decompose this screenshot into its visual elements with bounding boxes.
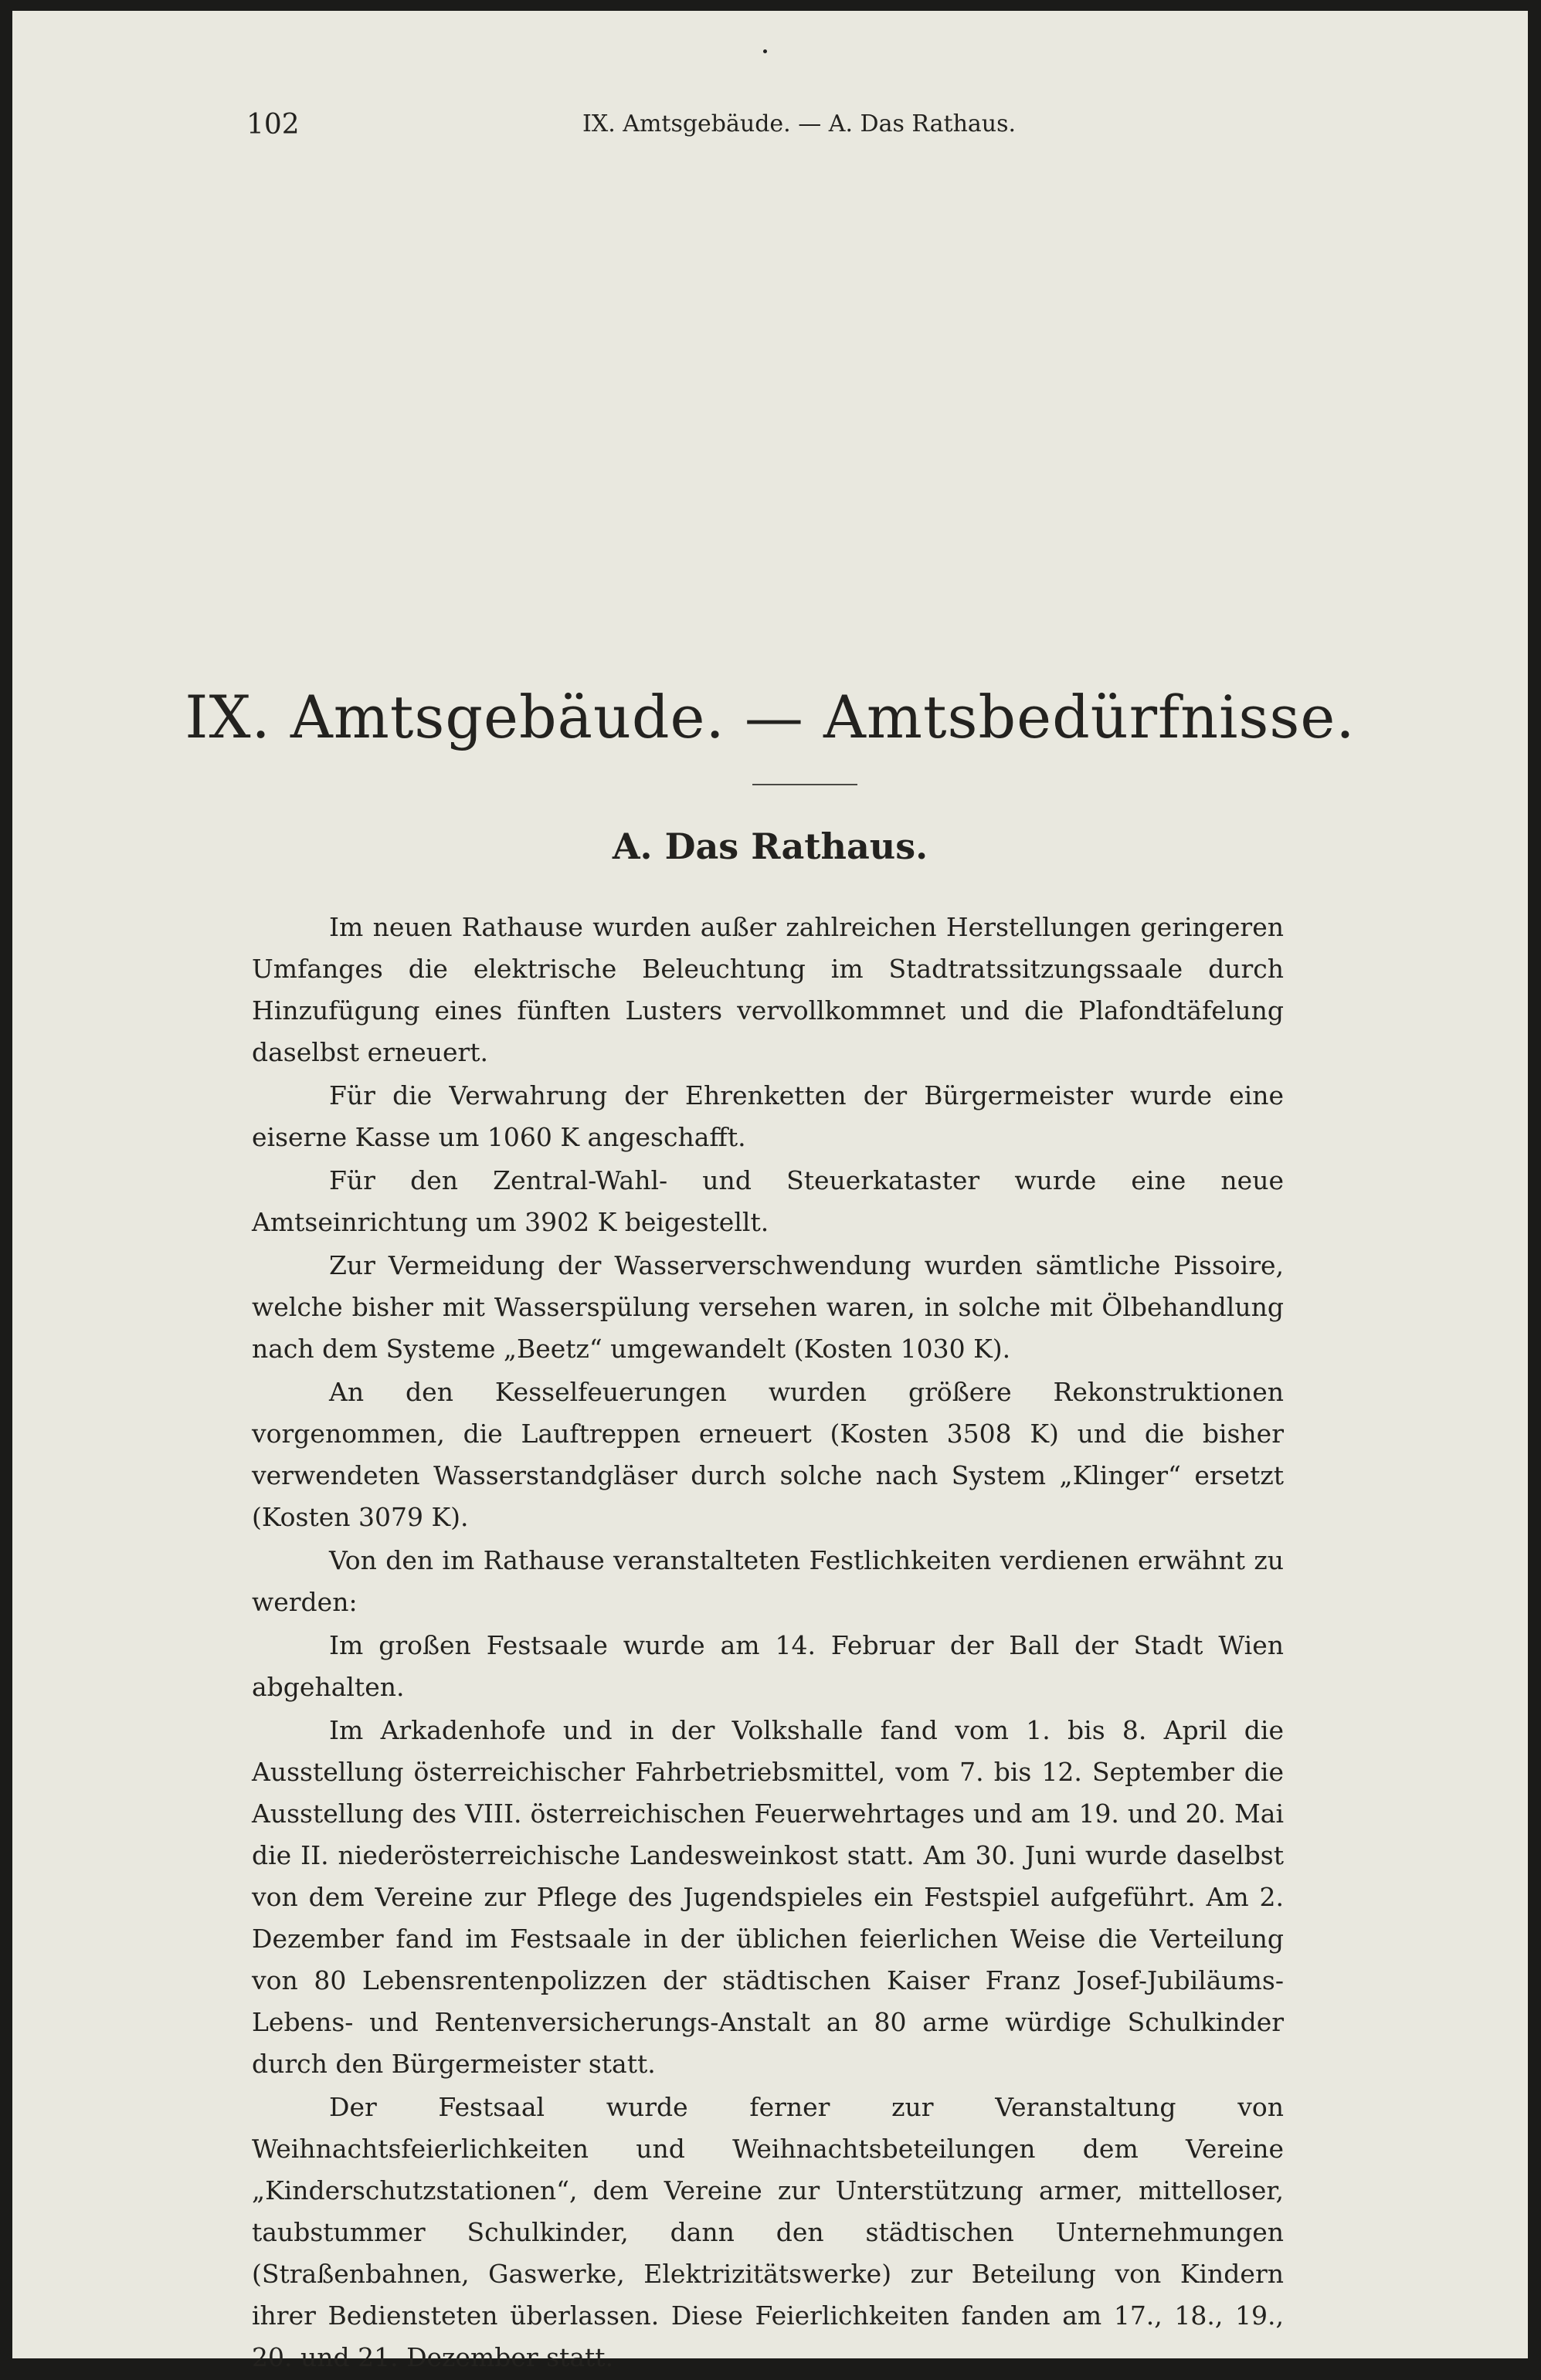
paragraph: Für den Zentral-Wahl- und Steuerkataster wurde eine neue Amtseinrichtung um 3902 K beigestellt. [252, 1165, 1284, 1237]
section-title: A. Das Rathaus. [612, 826, 928, 867]
running-header [246, 109, 1085, 147]
body-text [252, 907, 1284, 2380]
paragraph: Im großen Festsaale wurde am 14. Februar der Ball der Stadt Wien abgehalten. [252, 1630, 1284, 1702]
paragraph: Im Arkadenhofe und in der Volkshalle fand vom 1. bis 8. April die Ausstellung österreichischer Fahrbetriebsmittel, vom 7. bis 12. September die Ausstellung des VIII. österreichischen Feuerwehrtages und am 19. und 20. Mai die II. niederösterreichische Landesweinkost statt. Am 30. Juni wurde daselbst von dem Vereine zur Pflege des Jugendspieles ein Festspiel aufgeführt. Am 2. Dezember fand im Festsaale in der üblichen feierlichen Weise die Verteilung von 80 Lebensrentenpolizzen der städtischen Kaiser Franz Josef-Jubiläums-Lebens- und Rentenversicherungs-Anstalt an 80 arme würdige Schulkinder durch den Bürgermeister statt. [252, 1715, 1284, 2079]
paragraph: Für die Verwahrung der Ehrenketten der Bürgermeister wurde eine eiserne Kasse um 1060 K angeschafft. [252, 1080, 1284, 1152]
print-speck [763, 49, 767, 53]
paragraph: Zur Vermeidung der Wasserverschwendung wurden sämtliche Pissoire, welche bisher mit Wasserspülung versehen waren, in solche mit Ölbehandlung nach dem Systeme „Beetz“ umgewandelt (Kosten 1030 K). [252, 1250, 1284, 1364]
paragraph: An den Kesselfeuerungen wurden größere Rekonstruktionen vorgenommen, die Lauftreppen erneuert (Kosten 3508 K) und die bisher verwendeten Wasserstandgläser durch solche nach System „Klinger“ ersetzt (Kosten 3079 K). [252, 1377, 1284, 1532]
paragraph: Der Festsaal wurde ferner zur Veranstaltung von Weihnachtsfeierlichkeiten und Weihnachtsbeteilungen dem Vereine „Kinderschutzstationen“, dem Vereine zur Unterstützung armer, mittelloser, taubstummer Schulkinder, dann den städtischen Unternehmungen (Straßenbahnen, Gaswerke, Elektrizitätswerke) zur Beteilung von Kindern ihrer Bediensteten überlassen. Diese Feierlichkeiten fanden am 17., 18., 19., 20. und 21. Dezember statt. [252, 2092, 1284, 2372]
running-title: IX. Amtsgebäude. — A. Das Rathaus. [582, 110, 1017, 137]
page-number: 102 [246, 109, 300, 141]
paragraph: Von den im Rathause veranstalteten Festlichkeiten verdienen erwähnt zu werden: [252, 1545, 1284, 1617]
book-page [12, 11, 1528, 2372]
paragraph: Im neuen Rathause wurden außer zahlreichen Herstellungen geringeren Umfanges die elektrische Beleuchtung im Stadtratssitzungssaale durch Hinzufügung eines fünften Lusters vervollkommnet und die Plafondtäfelung daselbst erneuert. [252, 912, 1284, 1067]
title-divider [752, 784, 857, 785]
chapter-title: IX. Amtsgebäude. — Amtsbedürfnisse. [185, 683, 1356, 751]
